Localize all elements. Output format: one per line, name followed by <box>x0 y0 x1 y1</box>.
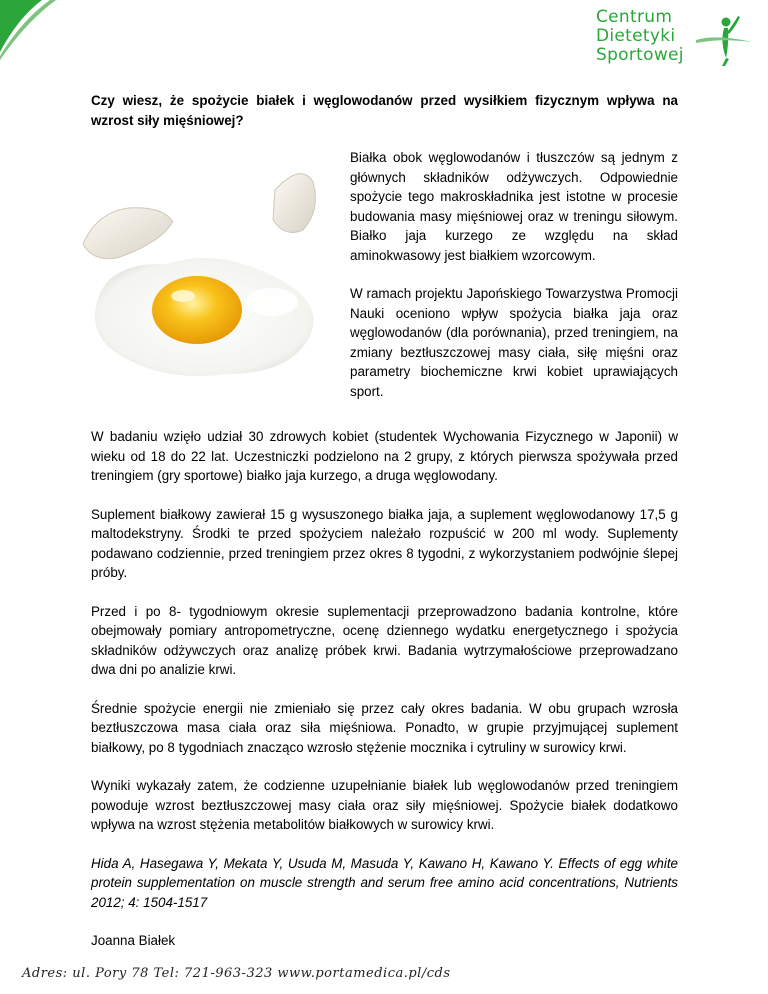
cracked-egg-image <box>77 152 332 392</box>
logo-line-1: Centrum <box>596 7 673 27</box>
logo-line-3: Sportowej <box>596 45 684 65</box>
article-question: Czy wiesz, że spożycie białek i węglowodanów przed wysiłkiem fizycznym wpływa na wzrost siły mięśniowej? <box>91 93 678 128</box>
intro-text-column <box>350 148 678 420</box>
footer-address: Adres: ul. Pory 78 Tel: 721-963-323 www.portamedica.pl/cds <box>22 966 451 981</box>
corner-swoosh-decoration <box>0 0 60 60</box>
article <box>91 91 678 951</box>
author-name: Joanna Białek <box>91 933 176 948</box>
body-paragraph-5: Wyniki wykazały zatem, że codzienne uzupełnianie białek lub węglowodanów przed treningiem powoduje wzrost beztłuszczowej masy ciała oraz siły mięśniowej. Spożycie białek dodatkowo wpływa na wzrost stężenia metabolitów białkowych w surowicy krwi. <box>91 778 678 832</box>
body-paragraph-1: W badaniu wzięło udział 30 zdrowych kobiet (studentek Wychowania Fizycznego w Japonii) w wieku od 18 do 22 lat. Uczestniczki podzielono na 2 grupy, z których pierwsza spożywała przed treningiem (gry sportowe) białko jaja kurzego, a druga węglowodany. <box>91 429 678 483</box>
body-paragraph-4: Średnie spożycie energii nie zmieniało się przez cały okres badania. W obu grupach wzrosła beztłuszczowa masa ciała oraz siła mięśniowa. Ponadto, w grupie przyjmującej suplement białkowy, po 8 tygodniach znacząco wzrosło stężenie mocznika i cytruliny w surowicy krwi. <box>91 700 678 755</box>
logo-line-2: Dietetyki <box>596 26 676 46</box>
body-paragraph-3: Przed i po 8- tygodniowym okresie suplementacji przeprowadzono badania kontrolne, które obejmowały pomiary antropometryczne, ocenę dziennego wydatku energetycznego i spożycia składników odżywczych oraz analizę próbek krwi. Badania wytrzymałościowe przeprowadzano dwa dni po analizie krwi. <box>91 603 678 677</box>
centrum-dietetyki-logo[interactable] <box>596 8 761 70</box>
intro-paragraph-1: Białka obok węglowodanów i tłuszczów są jednym z głównych składników odżywczych. Odpowiednie spożycie tego makroskładnika jest istotne w procesie budowania masy mięśniowej oraz w treningu siłowym. Białko jaja kurzego ze względu na skład aminokwasowy jest białkiem wzorcowym. <box>350 150 678 263</box>
body-paragraph-2: Suplement białkowy zawierał 15 g wysuszonego białka jaja, a suplement węglowodanowy 17,5 g maltodekstryny. Środki te przed spożyciem należało rozpuścić w 200 ml wody. Suplementy podawano codziennie, przed treningiem przez okres 8 tygodni, z wykorzystaniem podwójnie ślepej próby. <box>91 506 678 580</box>
intro-section <box>91 142 678 427</box>
reference-citation: Hida A, Hasegawa Y, Mekata Y, Usuda M, Masuda Y, Kawano H, Kawano Y. Effects of egg white protein supplementation on muscle strength and serum free amino acid concentrations, Nutrients 2012; 4: 1504-1517 <box>91 855 678 910</box>
logo-text <box>596 8 684 65</box>
athlete-figure-icon <box>696 14 754 66</box>
intro-paragraph-2: W ramach projektu Japońskiego Towarzystwa Promocji Nauki oceniono wpływ spożycia białka jaja oraz węglowodanów (dla porównania), przed treningiem, na zmiany beztłuszczowej masy ciała, siłę mięśni oraz parametry biochemiczne krwi kobiet uprawiających sport. <box>350 286 678 399</box>
